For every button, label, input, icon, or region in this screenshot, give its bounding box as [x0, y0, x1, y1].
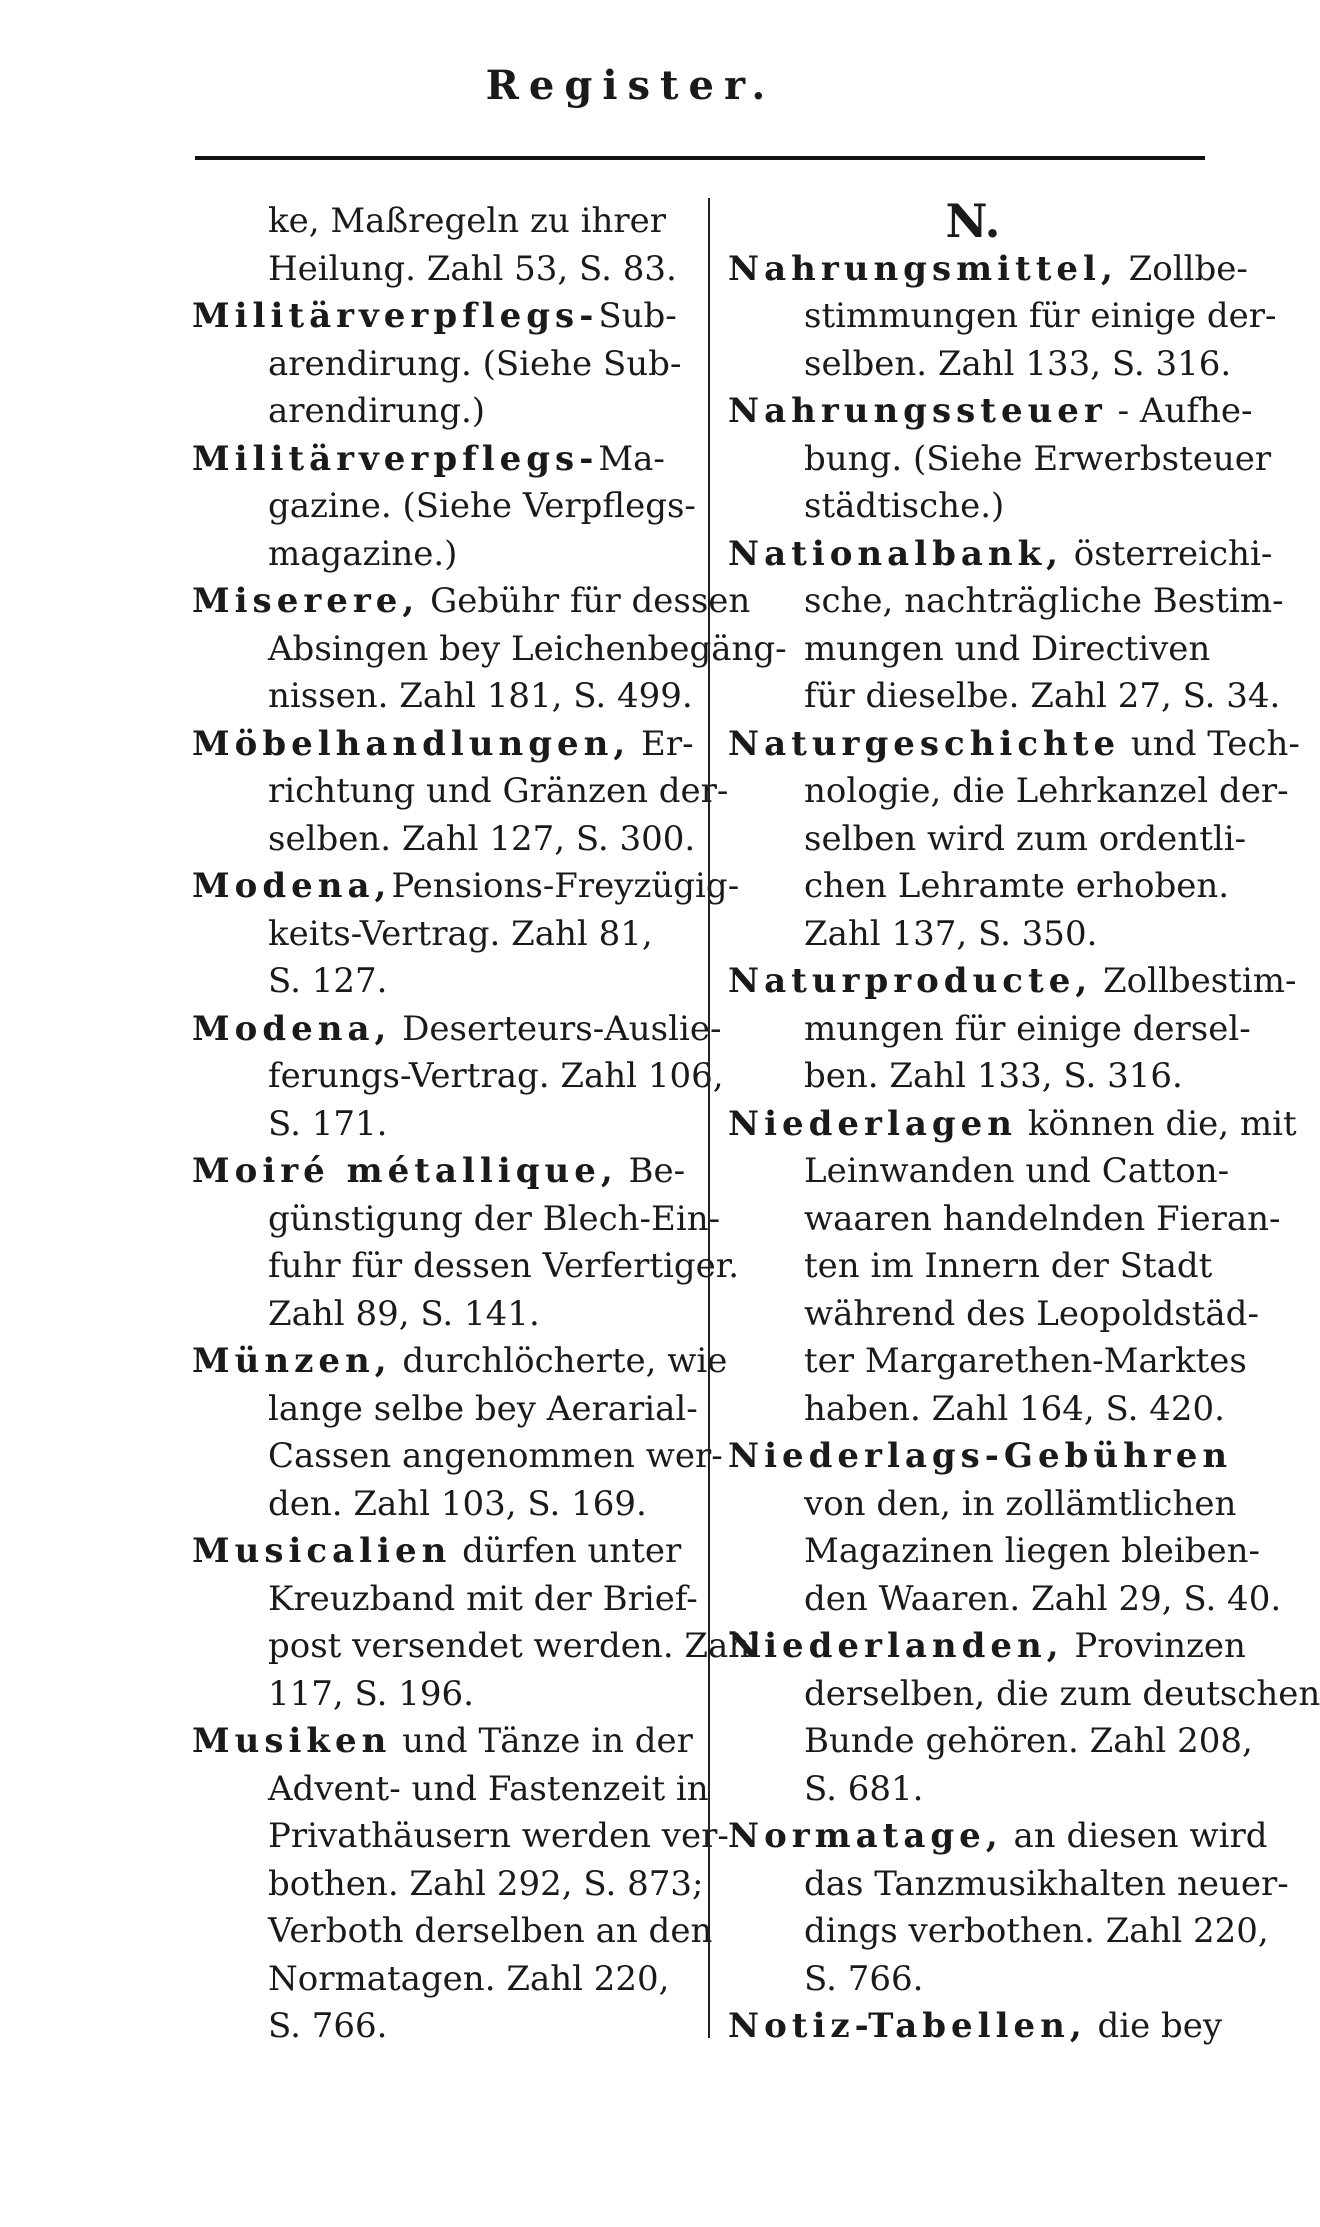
entry-headword: Normatage, — [728, 1816, 1003, 1856]
entry-continuation-line — [728, 1956, 1218, 2004]
entry-continuation-line — [728, 1861, 1289, 1909]
entry-text: Normatagen. Zahl 220, — [268, 1958, 670, 1999]
entry-text: den Waaren. Zahl 29, S. 40. — [804, 1578, 1282, 1619]
entry-text: Deserteurs-Auslie- — [391, 1008, 722, 1049]
entry-continuation-line — [728, 1006, 1251, 1054]
entry-text: Gebühr für dessen — [419, 581, 751, 621]
entry-continuation-line — [728, 1718, 1253, 1766]
entry-text: von den, in zollämtlichen — [804, 1483, 1237, 1524]
entry-headword-line — [192, 436, 692, 484]
entry-headword-line — [192, 863, 740, 911]
entry-text: Zollbestim- — [1092, 961, 1297, 1001]
entry-headword: Musiken — [192, 1721, 392, 1761]
entry-continuation-line — [192, 1386, 698, 1434]
entry-headword-line — [192, 721, 692, 769]
entry-headword: Niederlags-Gebühren — [728, 1436, 1233, 1476]
entry-text: Er- — [630, 723, 694, 764]
entry-text: S. 171. — [268, 1103, 388, 1144]
entry-continuation-line — [192, 816, 696, 864]
entry-continuation-line — [192, 388, 692, 436]
entry-continuation-line — [728, 768, 1289, 816]
entry-continuation-line — [192, 531, 692, 579]
entry-text: arendirung.) — [268, 391, 486, 431]
entry-text: post versendet werden. Zahl — [268, 1626, 762, 1666]
entry-text: nissen. Zahl 181, S. 499. — [268, 676, 693, 716]
entry-text: ke, Maßregeln zu ihrer — [268, 201, 666, 241]
entry-text: durchlöcherte, wie — [391, 1341, 728, 1381]
entry-text: günstigung der Blech-Ein- — [268, 1198, 721, 1239]
entry-continuation-line — [192, 1243, 740, 1291]
entry-continuation-line — [192, 911, 692, 959]
entry-text: derselben, die zum deutschen — [804, 1673, 1320, 1714]
right-column — [728, 194, 1320, 2051]
entry-text: arendirung. (Siehe Sub- — [268, 343, 682, 384]
entry-headword: Nahrungsmittel, — [728, 248, 1118, 289]
entry-text: 117, S. 196. — [268, 1673, 474, 1714]
entry-text: mungen für einige dersel- — [804, 1008, 1251, 1049]
entry-continuation-line — [192, 1908, 713, 1956]
entry-text: Verboth derselben an den — [268, 1911, 713, 1951]
entry-headword-line — [728, 531, 1273, 579]
entry-text: dürfen unter — [451, 1531, 682, 1571]
entry-text: Privathäusern werden ver- — [268, 1816, 729, 1856]
left-column — [192, 198, 787, 2051]
entry-text: die bey — [1086, 2006, 1223, 2046]
entry-text: fuhr für dessen Verfertiger. — [268, 1246, 740, 1286]
entry-text: chen Lehramte erhoben. — [804, 866, 1230, 906]
entry-continuation-line — [192, 1053, 724, 1101]
entry-continuation-line — [192, 1861, 704, 1909]
entry-continuation-line — [192, 768, 729, 816]
entry-text: Ma- — [598, 438, 665, 479]
entry-text: Magazinen liegen bleiben- — [804, 1531, 1260, 1571]
entry-continuation-line — [192, 341, 692, 389]
entry-text: S. 766. — [268, 2006, 388, 2046]
entry-text: selben wird zum ordentli- — [804, 818, 1247, 859]
entry-continuation-line — [728, 1053, 1218, 1101]
entry-text: Advent- und Fastenzeit in — [268, 1768, 709, 1809]
entry-headword: Modena, — [192, 1008, 392, 1049]
entry-text: ferungs-Vertrag. Zahl 106, — [268, 1056, 724, 1096]
entry-text: stimmungen für einige der- — [804, 296, 1277, 336]
entry-headword: Moiré métallique, — [192, 1151, 618, 1191]
entry-continuation-line — [728, 1576, 1282, 1624]
entry-continuation-line — [728, 1481, 1237, 1529]
entry-text: dings verbothen. Zahl 220, — [804, 1911, 1269, 1951]
entry-text: Zahl 137, S. 350. — [804, 913, 1098, 954]
entry-text: nologie, die Lehrkanzel der- — [804, 771, 1289, 811]
entry-text: Sub- — [598, 296, 677, 336]
entry-continuation-line — [192, 1291, 692, 1339]
entry-text: Cassen angenommen wer- — [268, 1436, 723, 1476]
entry-continuation-line — [728, 293, 1277, 341]
entry-continuation-line — [728, 1671, 1320, 1719]
entry-continuation-line — [192, 673, 692, 721]
entry-continuation-line — [728, 1291, 1259, 1339]
entry-text: städtische.) — [804, 486, 1005, 526]
entry-continuation-line — [728, 1196, 1281, 1244]
entry-headword: Miserere, — [192, 581, 420, 621]
entry-text: bothen. Zahl 292, S. 873; — [268, 1863, 704, 1904]
entry-headword-line — [728, 1813, 1268, 1861]
entry-continuation-line — [728, 1338, 1247, 1386]
entry-continuation-line — [192, 1813, 729, 1861]
entry-text: Zahl 89, S. 141. — [268, 1293, 540, 1334]
entry-text: während des Leopoldstäd- — [804, 1293, 1259, 1334]
entry-continuation-line — [728, 816, 1247, 864]
entry-text: Heilung. Zahl 53, S. 83. — [268, 248, 677, 289]
entry-text: magazine.) — [268, 533, 458, 574]
entry-headword: Musicalien — [192, 1531, 452, 1571]
entry-text: sche, nachträgliche Bestim- — [804, 581, 1284, 621]
entry-text: Absingen bey Leichenbegäng- — [268, 628, 787, 669]
entry-text: österreichi- — [1063, 533, 1273, 574]
entry-headword: Niederlanden, — [728, 1626, 1064, 1666]
entry-text: S. 681. — [804, 1768, 924, 1809]
entry-headword: Notiz-Tabellen, — [728, 2006, 1087, 2046]
entry-continuation-line — [728, 1386, 1225, 1434]
entry-headword: Modena, — [192, 866, 392, 906]
entry-text: Bunde gehören. Zahl 208, — [804, 1721, 1253, 1761]
entry-text: Zollbe- — [1117, 248, 1248, 289]
entry-continuation-line — [192, 1956, 692, 2004]
entry-headword: Niederlagen — [728, 1103, 1018, 1144]
header-rule — [195, 156, 1205, 160]
entry-headword-line — [728, 1433, 1233, 1481]
entry-continuation-line — [192, 1671, 692, 1719]
entry-text: selben. Zahl 133, S. 316. — [804, 343, 1232, 384]
entry-continuation-line — [728, 673, 1281, 721]
entry-headword-line — [192, 1148, 692, 1196]
entry-headword-line — [192, 578, 751, 626]
entry-headword: Nationalbank, — [728, 533, 1063, 574]
entry-text: Be- — [617, 1151, 686, 1191]
entry-continuation-line — [728, 341, 1232, 389]
entry-text: richtung und Gränzen der- — [268, 771, 729, 811]
entry-headword: Naturgeschichte — [728, 723, 1121, 764]
entry-text: - Aufhe- — [1106, 391, 1253, 431]
entry-continuation-line — [728, 911, 1218, 959]
entry-text: den. Zahl 103, S. 169. — [268, 1483, 647, 1524]
entry-continuation-line — [192, 1481, 692, 1529]
entry-text: und Tech- — [1120, 723, 1300, 764]
entry-headword: Möbelhandlungen, — [192, 723, 631, 764]
entry-continuation-line — [728, 578, 1284, 626]
entry-headword: Nahrungssteuer — [728, 391, 1107, 431]
entry-headword-line — [192, 1528, 692, 1576]
entry-text: selben. Zahl 127, S. 300. — [268, 818, 696, 859]
entry-headword-line — [728, 1623, 1246, 1671]
entry-continuation-line — [192, 198, 692, 246]
entry-continuation-line — [728, 436, 1272, 484]
entry-headword-line — [192, 1006, 722, 1054]
entry-headword-line — [192, 1338, 728, 1386]
entry-continuation-line — [192, 246, 692, 294]
entry-continuation-line — [192, 958, 692, 1006]
entry-headword-line — [728, 388, 1253, 436]
entry-text: für dieselbe. Zahl 27, S. 34. — [804, 676, 1281, 716]
entry-text: S. 766. — [804, 1958, 924, 1999]
entry-text: können die, mit — [1017, 1103, 1297, 1144]
entry-text: lange selbe bey Aerarial- — [268, 1388, 698, 1429]
entry-text: ter Margarethen-Marktes — [804, 1341, 1247, 1381]
entry-headword-line — [728, 246, 1248, 294]
entry-continuation-line — [192, 483, 696, 531]
entry-continuation-line — [728, 1243, 1218, 1291]
page-header: Register. — [485, 62, 776, 109]
entry-continuation-line — [192, 1433, 723, 1481]
entry-headword: Militärverpflegs- — [192, 296, 599, 336]
entry-text: Kreuzband mit der Brief- — [268, 1578, 698, 1619]
entry-continuation-line — [728, 1766, 1218, 1814]
entry-headword-line — [728, 1101, 1297, 1149]
entry-continuation-line — [192, 1766, 709, 1814]
entry-continuation-line — [192, 1196, 721, 1244]
entry-headword: Naturproducte, — [728, 961, 1093, 1001]
entry-headword-line — [192, 1718, 692, 1766]
entry-text: ben. Zahl 133, S. 316. — [804, 1056, 1183, 1096]
entry-continuation-line — [728, 863, 1230, 911]
entry-text: an diesen wird — [1002, 1816, 1268, 1856]
entry-text: ten im Innern der Stadt — [804, 1246, 1213, 1286]
entry-continuation-line — [728, 483, 1218, 531]
entry-text: gazine. (Siehe Verpflegs- — [268, 486, 696, 526]
entry-continuation-line — [728, 1908, 1269, 1956]
entry-continuation-line — [728, 626, 1218, 674]
entry-text: Provinzen — [1063, 1626, 1246, 1666]
entry-continuation-line — [192, 1623, 762, 1671]
entry-text: bung. (Siehe Erwerbsteuer — [804, 438, 1272, 479]
entry-headword-line — [728, 2003, 1223, 2051]
entry-text: S. 127. — [268, 961, 388, 1001]
entry-text: und Tänze in der — [391, 1721, 693, 1761]
entry-text: Leinwanden und Catton- — [804, 1151, 1230, 1191]
entry-headword-line — [192, 293, 692, 341]
entry-text: das Tanzmusikhalten neuer- — [804, 1863, 1289, 1904]
entry-continuation-line — [728, 1528, 1260, 1576]
entry-headword: Münzen, — [192, 1341, 392, 1381]
entry-headword: Militärverpflegs- — [192, 438, 599, 479]
entry-text: waaren handelnden Fieran- — [804, 1198, 1281, 1239]
entry-text: mungen und Directiven — [804, 628, 1211, 669]
entry-continuation-line — [192, 1576, 698, 1624]
entry-headword-line — [728, 958, 1297, 1006]
entry-headword-line — [728, 721, 1300, 769]
entry-continuation-line — [192, 2003, 692, 2051]
entry-text: keits-Vertrag. Zahl 81, — [268, 913, 653, 954]
section-letter: N. — [945, 194, 1001, 248]
column-divider — [708, 198, 710, 2038]
entry-continuation-line — [192, 1101, 692, 1149]
entry-continuation-line — [192, 626, 787, 674]
entry-text: Pensions-Freyzügig- — [391, 866, 740, 906]
entry-text: haben. Zahl 164, S. 420. — [804, 1388, 1225, 1429]
entry-continuation-line — [728, 1148, 1230, 1196]
